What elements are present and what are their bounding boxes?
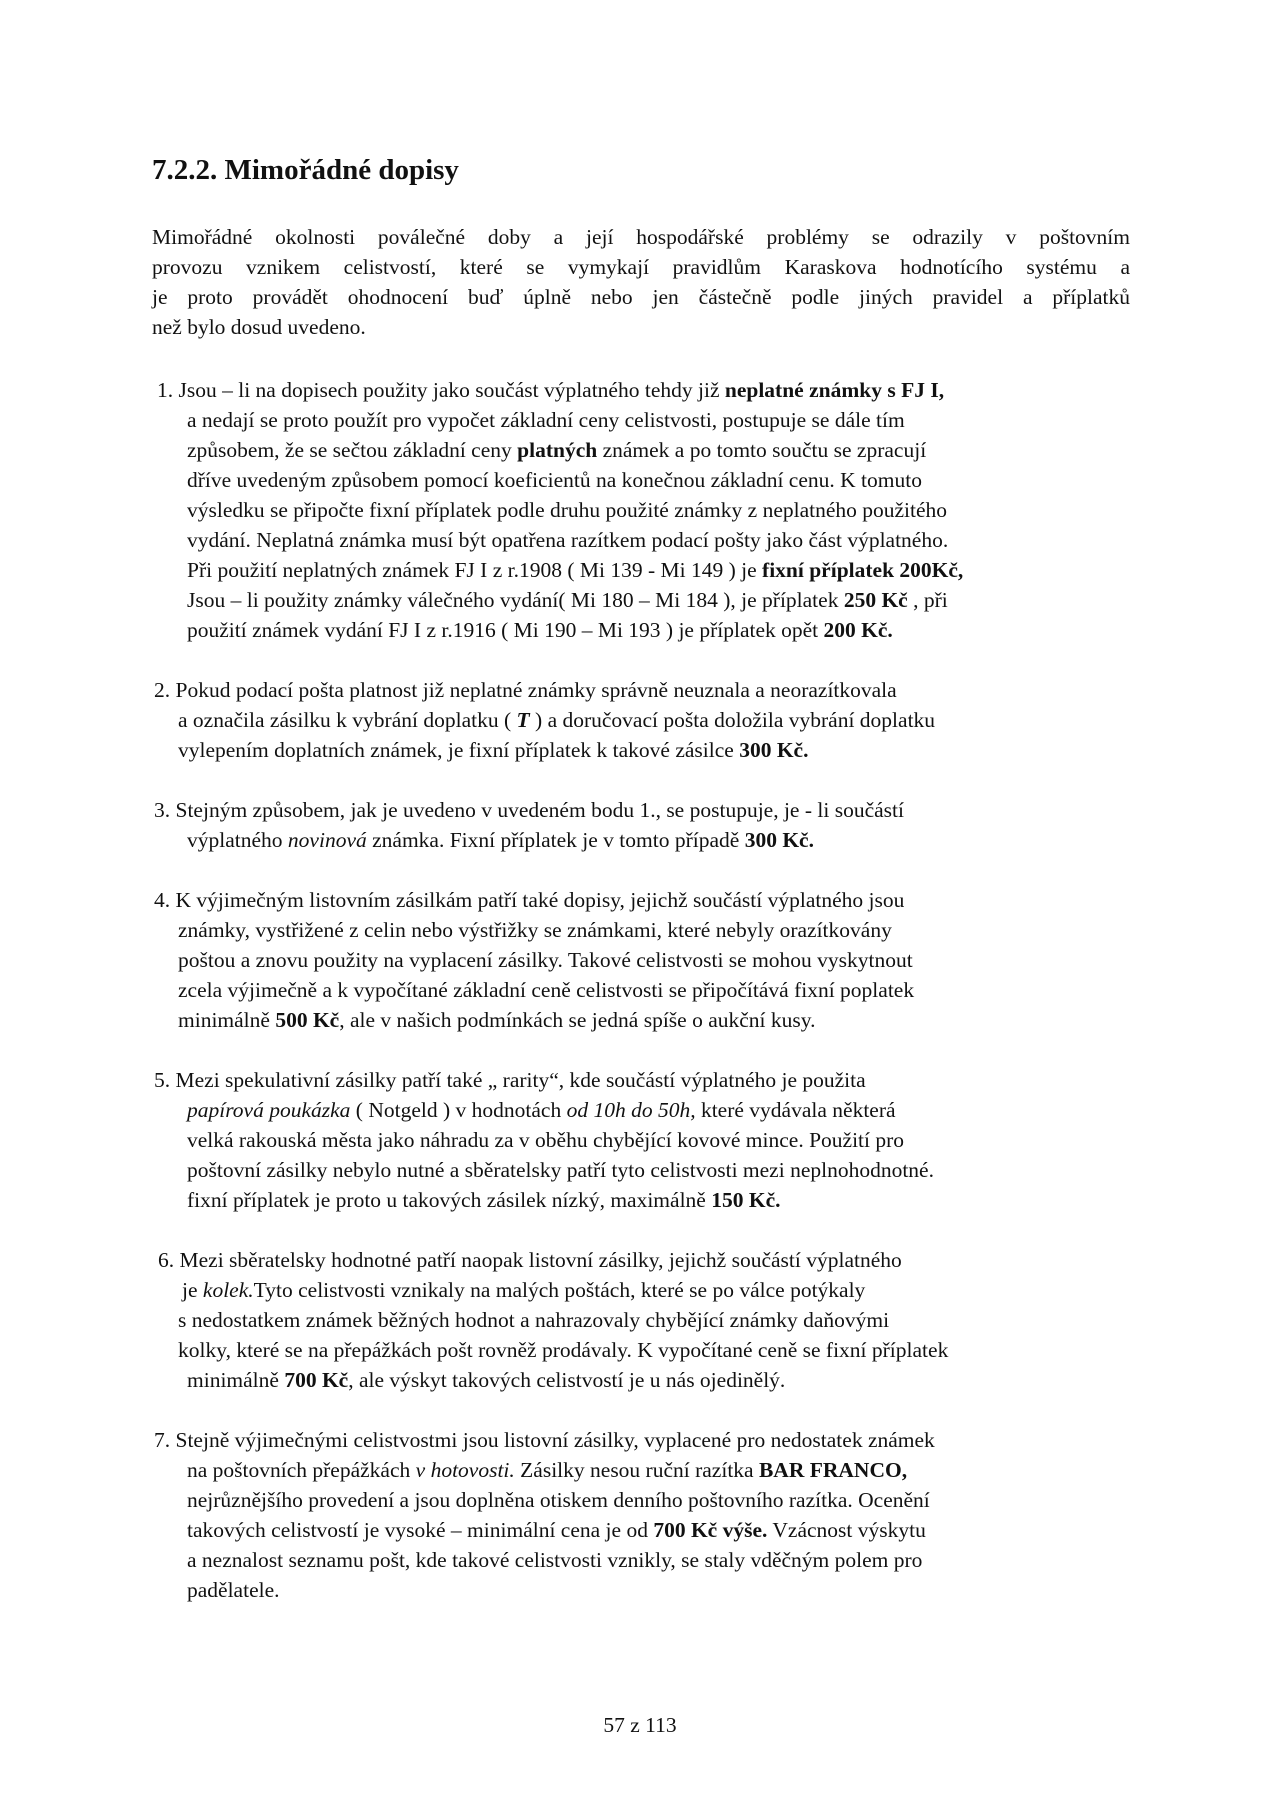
item6-text: Tyto celistvosti vznikaly na malých poštách, které se po válce potýkaly [253, 1278, 866, 1302]
item6-italic-text: kolek. [202, 1278, 254, 1302]
item6-text: je [182, 1278, 203, 1302]
intro-line-1: Mimořádné okolnosti poválečné doby a její hospodářské problémy se odrazily v poštovním [152, 225, 1130, 249]
item1-line-8 [187, 585, 948, 615]
item7-line-4 [187, 1515, 926, 1545]
item5-text: ( Notgeld ) v hodnotách [350, 1098, 567, 1122]
item3-line-1: 3. Stejným způsobem, jak je uvedeno v uvedeném bodu 1., se postupuje, je - li součástí [154, 798, 904, 822]
item1-line-1 [157, 375, 944, 405]
item1-bold-text: 200 Kč. [823, 618, 893, 642]
item6-line-5 [187, 1365, 785, 1395]
item2-emphasis-text: T [516, 708, 530, 732]
item1-line-3 [187, 435, 926, 465]
intro-line-3: je proto provádět ohodnocení buď úplně nebo jen částečně podle jiných pravidel a příplatků [152, 285, 1130, 309]
item6-line-1: 6. Mezi sběratelsky hodnotné patří naopak listovní zásilky, jejichž součástí výplatného [158, 1248, 902, 1272]
item3-text: známka. Fixní příplatek je v tomto případě [366, 828, 745, 852]
item5-line-3: velká rakouská města jako náhradu za v oběhu chybějící kovové mince. Použití pro [187, 1128, 905, 1152]
item2-line-3 [178, 735, 808, 765]
item1-bold-text: fixní příplatek 200Kč, [762, 558, 964, 582]
item1-text: Jsou – li použity známky válečného vydání( Mi 180 – Mi 184 ), je příplatek [187, 588, 844, 612]
item2-text: a označila zásilku k vybrání doplatku ( [178, 708, 517, 732]
item5-bold-text: 150 Kč. [711, 1188, 781, 1212]
item5-italic-text: od 10h do 50h, [566, 1098, 696, 1122]
item4-bold-text: 500 Kč [275, 1008, 340, 1032]
item5-line-1: 5. Mezi spekulativní zásilky patří také „ rarity“, kde součástí výplatného je použita [154, 1068, 866, 1092]
item1-line-6: vydání. Neplatná známka musí být opatřena razítkem podací pošty jako část výplatného. [187, 528, 949, 552]
section-heading: 7.2.2. Mimořádné dopisy [152, 154, 459, 186]
item1-text: způsobem, že se sečtou základní ceny [187, 438, 518, 462]
item1-bold-text: neplatné známky s FJ I, [724, 378, 945, 402]
item7-italic-text: v hotovosti. [415, 1458, 515, 1482]
page-number: 57 z 113 [603, 1713, 677, 1737]
item1-text: , při [907, 588, 948, 612]
item7-line-3: nejrůznějšího provedení a jsou doplněna otiskem denního poštovního razítka. Ocenění [187, 1488, 930, 1512]
item6-line-4: kolky, které se na přepážkách pošt rovněž prodávaly. K vypočítané ceně se fixní příplatek [178, 1338, 949, 1362]
item6-line-3: s nedostatkem známek běžných hodnot a nahrazovaly chybějící známky daňovými [178, 1308, 890, 1332]
item7-bold-text: 700 Kč výše. [653, 1518, 768, 1542]
item4-text: , ale v našich podmínkách se jedná spíše o aukční kusy. [339, 1008, 816, 1032]
item7-text: na poštovních přepážkách [187, 1458, 416, 1482]
item1-line-9 [187, 615, 893, 645]
item7-line-2 [187, 1455, 907, 1485]
item5-text: fixní příplatek je proto u takových zásilek nízký, maximálně [187, 1188, 712, 1212]
item6-line-2 [182, 1275, 865, 1305]
item7-text: takových celistvostí je vysoké – minimální cena je od [187, 1518, 654, 1542]
item4-line-3: poštou a znovu použity na vyplacení zásilky. Takové celistvosti se mohou vyskytnout [178, 948, 913, 972]
item3-italic-text: novinová [287, 828, 367, 852]
item7-line-1: 7. Stejně výjimečnými celistvostmi jsou listovní zásilky, vyplacené pro nedostatek známek [154, 1428, 935, 1452]
item5-line-4: poštovní zásilky nebylo nutné a sběratelsky patří tyto celistvosti mezi neplnohodnotné. [187, 1158, 934, 1182]
item4-line-4: zcela výjimečně a k vypočítané základní ceně celistvosti se připočítává fixní poplatek [178, 978, 915, 1002]
item1-line-5: výsledku se připočte fixní příplatek podle druhu použité známky z neplatného použitého [187, 498, 948, 522]
item1-line-7 [187, 555, 963, 585]
item1-line-4: dříve uvedeným způsobem pomocí koeficientů na konečnou základní cenu. K tomuto [187, 468, 922, 492]
item6-text: , ale výskyt takových celistvostí je u nás ojedinělý. [348, 1368, 786, 1392]
item4-line-5 [178, 1005, 816, 1035]
item7-line-6: padělatele. [187, 1578, 280, 1602]
item7-line-5: a neznalost seznamu pošt, kde takové celistvosti vznikly, se staly vděčným polem pro [187, 1548, 923, 1572]
item3-line-2 [187, 825, 814, 855]
item4-line-2: známky, vystřižené z celin nebo výstřižky se známkami, které nebyly orazítkovány [178, 918, 892, 942]
item1-text: známek a po tomto součtu se zpracují [597, 438, 927, 462]
item3-bold-text: 300 Kč. [744, 828, 814, 852]
item1-text: Při použití neplatných známek FJ I z r.1908 ( Mi 139 - Mi 149 ) je [187, 558, 763, 582]
intro-line-4: než bylo dosud uvedeno. [152, 315, 366, 339]
item7-bold-text: BAR FRANCO, [758, 1458, 908, 1482]
item4-text: minimálně [178, 1008, 276, 1032]
item1-text: 1. Jsou – li na dopisech použity jako součást výplatného tehdy již [157, 378, 725, 402]
item5-italic-text: papírová poukázka [187, 1098, 351, 1122]
item2-bold-text: 300 Kč. [739, 738, 809, 762]
item5-text: které vydávala některá [695, 1098, 896, 1122]
item6-bold-text: 700 Kč [284, 1368, 349, 1392]
item2-text: ) a doručovací pošta doložila vybrání doplatku [529, 708, 936, 732]
item2-text: vylepením doplatních známek, je fixní příplatek k takové zásilce [178, 738, 740, 762]
item2-line-2 [178, 705, 935, 735]
item5-line-2 [187, 1095, 896, 1125]
item1-bold-text: 250 Kč [843, 588, 908, 612]
item3-text: výplatného [187, 828, 288, 852]
item5-line-5 [187, 1185, 781, 1215]
item6-text: minimálně [187, 1368, 285, 1392]
item2-line-1: 2. Pokud podací pošta platnost již neplatné známky správně neuznala a neorazítkovala [154, 678, 897, 702]
item7-text: Vzácnost výskytu [767, 1518, 926, 1542]
item1-line-2: a nedají se proto použít pro vypočet základní ceny celistvosti, postupuje se dále tím [187, 408, 905, 432]
intro-line-2: provozu vznikem celistvostí, které se vymykají pravidlům Karaskova hodnotícího systému a [152, 255, 1130, 279]
item4-line-1: 4. K výjimečným listovním zásilkám patří také dopisy, jejichž součástí výplatného jsou [154, 888, 905, 912]
item7-text: Zásilky nesou ruční razítka [514, 1458, 759, 1482]
item1-bold-text: platných [517, 438, 598, 462]
item1-text: použití známek vydání FJ I z r.1916 ( Mi 190 – Mi 193 ) je příplatek opět [187, 618, 824, 642]
